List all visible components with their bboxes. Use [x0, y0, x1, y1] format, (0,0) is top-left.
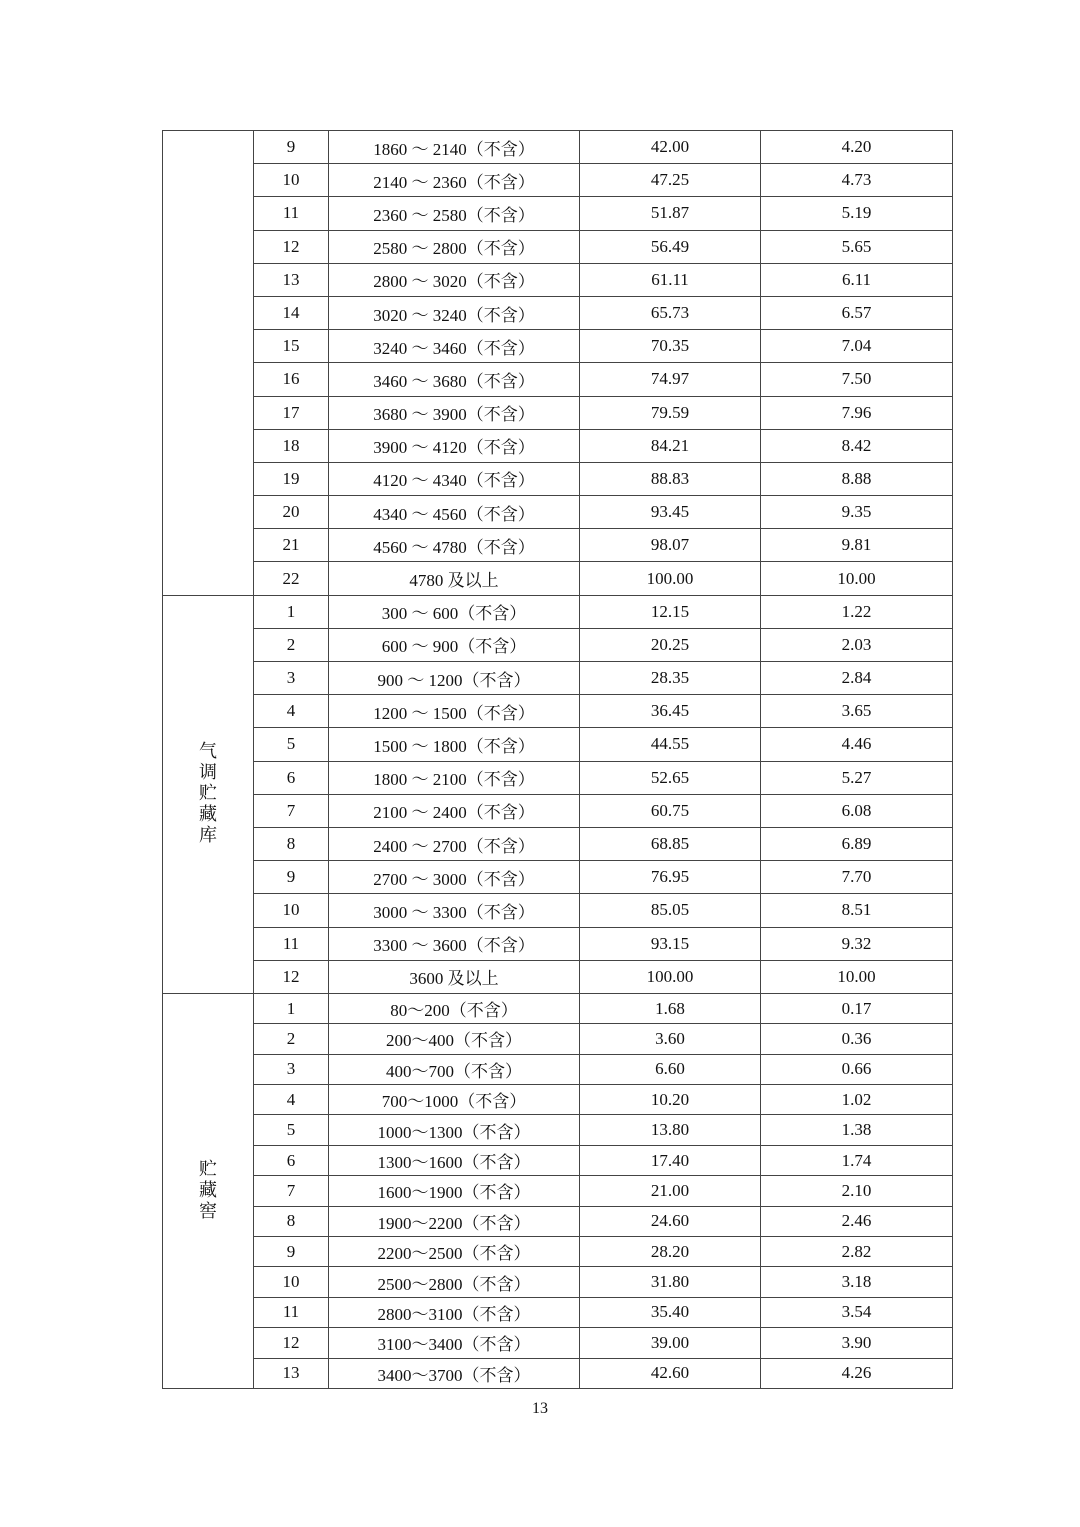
- category-cell: [163, 595, 254, 993]
- row-number-cell: 2: [254, 628, 329, 661]
- table-body: [163, 131, 953, 1389]
- subsidy-cell: 3.54: [761, 1297, 953, 1327]
- capacity-range-cell: 4560 ～ 4780（不含）: [329, 529, 580, 562]
- amount-cell: 24.60: [580, 1206, 761, 1236]
- capacity-range-cell: 2800～3100（不含）: [329, 1297, 580, 1327]
- table-row: [163, 628, 953, 661]
- table-row: [163, 1176, 953, 1206]
- row-number-cell: 13: [254, 1358, 329, 1388]
- row-number-cell: 4: [254, 1085, 329, 1115]
- row-number-cell: 11: [254, 197, 329, 230]
- row-number-cell: 22: [254, 562, 329, 595]
- row-number-cell: 17: [254, 396, 329, 429]
- subsidy-cell: 0.36: [761, 1024, 953, 1054]
- amount-cell: 31.80: [580, 1267, 761, 1297]
- row-number-cell: 10: [254, 164, 329, 197]
- capacity-range-cell: 4780 及以上: [329, 562, 580, 595]
- capacity-range-cell: 1600～1900（不含）: [329, 1176, 580, 1206]
- table-row: [163, 861, 953, 894]
- capacity-range-cell: 2400 ～ 2700（不含）: [329, 827, 580, 860]
- table-row: [163, 1145, 953, 1175]
- subsidy-cell: 6.57: [761, 296, 953, 329]
- row-number-cell: 9: [254, 861, 329, 894]
- amount-cell: 74.97: [580, 363, 761, 396]
- table-row: [163, 761, 953, 794]
- subsidy-cell: 5.65: [761, 230, 953, 263]
- amount-cell: 93.45: [580, 496, 761, 529]
- subsidy-cell: 0.17: [761, 993, 953, 1023]
- subsidy-cell: 4.46: [761, 728, 953, 761]
- capacity-range-cell: 80～200（不含）: [329, 993, 580, 1023]
- table-row: [163, 562, 953, 595]
- subsidy-cell: 1.22: [761, 595, 953, 628]
- table-row: [163, 695, 953, 728]
- table-row: [163, 529, 953, 562]
- amount-cell: 52.65: [580, 761, 761, 794]
- subsidy-cell: 10.00: [761, 562, 953, 595]
- subsidy-cell: 4.73: [761, 164, 953, 197]
- capacity-range-cell: 300 ～ 600（不含）: [329, 595, 580, 628]
- capacity-range-cell: 4340 ～ 4560（不含）: [329, 496, 580, 529]
- amount-cell: 42.60: [580, 1358, 761, 1388]
- row-number-cell: 12: [254, 960, 329, 993]
- subsidy-cell: 10.00: [761, 960, 953, 993]
- row-number-cell: 4: [254, 695, 329, 728]
- subsidy-cell: 7.70: [761, 861, 953, 894]
- capacity-range-cell: 3600 及以上: [329, 960, 580, 993]
- table-row: [163, 1237, 953, 1267]
- amount-cell: 98.07: [580, 529, 761, 562]
- table-row: [163, 1297, 953, 1327]
- subsidy-cell: 8.51: [761, 894, 953, 927]
- subsidy-cell: 4.26: [761, 1358, 953, 1388]
- subsidy-cell: 7.50: [761, 363, 953, 396]
- subsidy-cell: 3.18: [761, 1267, 953, 1297]
- subsidy-cell: 0.66: [761, 1054, 953, 1084]
- subsidy-cell: 1.02: [761, 1085, 953, 1115]
- subsidy-cell: 9.35: [761, 496, 953, 529]
- table-row: [163, 1358, 953, 1388]
- amount-cell: 20.25: [580, 628, 761, 661]
- category-label: 气调贮藏库: [199, 741, 217, 846]
- table-row: [163, 263, 953, 296]
- table-row: [163, 794, 953, 827]
- table-row: [163, 164, 953, 197]
- amount-cell: 61.11: [580, 263, 761, 296]
- capacity-range-cell: 1500 ～ 1800（不含）: [329, 728, 580, 761]
- capacity-range-cell: 3000 ～ 3300（不含）: [329, 894, 580, 927]
- capacity-range-cell: 3020 ～ 3240（不含）: [329, 296, 580, 329]
- amount-cell: 93.15: [580, 927, 761, 960]
- capacity-range-cell: 2580 ～ 2800（不含）: [329, 230, 580, 263]
- capacity-range-cell: 4120 ～ 4340（不含）: [329, 462, 580, 495]
- row-number-cell: 6: [254, 1145, 329, 1175]
- table-row: [163, 230, 953, 263]
- amount-cell: 1.68: [580, 993, 761, 1023]
- amount-cell: 28.20: [580, 1237, 761, 1267]
- category-cell: [163, 993, 254, 1388]
- amount-cell: 10.20: [580, 1085, 761, 1115]
- table-row: [163, 894, 953, 927]
- amount-cell: 3.60: [580, 1024, 761, 1054]
- table-row: [163, 330, 953, 363]
- subsidy-cell: 3.90: [761, 1328, 953, 1358]
- amount-cell: 44.55: [580, 728, 761, 761]
- capacity-range-cell: 1900～2200（不含）: [329, 1206, 580, 1236]
- amount-cell: 36.45: [580, 695, 761, 728]
- row-number-cell: 8: [254, 827, 329, 860]
- capacity-range-cell: 200～400（不含）: [329, 1024, 580, 1054]
- amount-cell: 6.60: [580, 1054, 761, 1084]
- table-row: [163, 1115, 953, 1145]
- subsidy-cell: 9.32: [761, 927, 953, 960]
- capacity-range-cell: 3460 ～ 3680（不含）: [329, 363, 580, 396]
- subsidy-cell: 2.03: [761, 628, 953, 661]
- subsidy-cell: 9.81: [761, 529, 953, 562]
- amount-cell: 60.75: [580, 794, 761, 827]
- row-number-cell: 21: [254, 529, 329, 562]
- row-number-cell: 19: [254, 462, 329, 495]
- capacity-range-cell: 3900 ～ 4120（不含）: [329, 429, 580, 462]
- row-number-cell: 3: [254, 662, 329, 695]
- capacity-range-cell: 600 ～ 900（不含）: [329, 628, 580, 661]
- amount-cell: 70.35: [580, 330, 761, 363]
- amount-cell: 17.40: [580, 1145, 761, 1175]
- subsidy-cell: 2.46: [761, 1206, 953, 1236]
- subsidy-cell: 7.04: [761, 330, 953, 363]
- capacity-range-cell: 2200～2500（不含）: [329, 1237, 580, 1267]
- row-number-cell: 12: [254, 230, 329, 263]
- subsidy-cell: 6.11: [761, 263, 953, 296]
- amount-cell: 79.59: [580, 396, 761, 429]
- amount-cell: 76.95: [580, 861, 761, 894]
- table-row: [163, 728, 953, 761]
- subsidy-cell: 6.89: [761, 827, 953, 860]
- table-row: [163, 197, 953, 230]
- table-row: [163, 1024, 953, 1054]
- capacity-range-cell: 1000～1300（不含）: [329, 1115, 580, 1145]
- table-row: [163, 496, 953, 529]
- amount-cell: 65.73: [580, 296, 761, 329]
- subsidy-cell: 6.08: [761, 794, 953, 827]
- capacity-range-cell: 1200 ～ 1500（不含）: [329, 695, 580, 728]
- amount-cell: 21.00: [580, 1176, 761, 1206]
- table-row: [163, 927, 953, 960]
- amount-cell: 42.00: [580, 131, 761, 164]
- row-number-cell: 5: [254, 1115, 329, 1145]
- subsidy-cell: 3.65: [761, 695, 953, 728]
- category-cell: [163, 131, 254, 596]
- amount-cell: 39.00: [580, 1328, 761, 1358]
- capacity-range-cell: 2100 ～ 2400（不含）: [329, 794, 580, 827]
- row-number-cell: 2: [254, 1024, 329, 1054]
- row-number-cell: 13: [254, 263, 329, 296]
- subsidy-cell: 2.84: [761, 662, 953, 695]
- capacity-range-cell: 900 ～ 1200（不含）: [329, 662, 580, 695]
- table-row: [163, 131, 953, 164]
- subsidy-cell: 4.20: [761, 131, 953, 164]
- table-row: [163, 1054, 953, 1084]
- table-row: [163, 1085, 953, 1115]
- page-number: 13: [532, 1400, 548, 1417]
- subsidy-cell: 8.42: [761, 429, 953, 462]
- subsidy-cell: 2.82: [761, 1237, 953, 1267]
- subsidy-cell: 5.27: [761, 761, 953, 794]
- subsidy-cell: 1.38: [761, 1115, 953, 1145]
- subsidy-cell: 8.88: [761, 462, 953, 495]
- table-row: [163, 396, 953, 429]
- row-number-cell: 9: [254, 1237, 329, 1267]
- table-row: [163, 960, 953, 993]
- row-number-cell: 7: [254, 794, 329, 827]
- capacity-range-cell: 2500～2800（不含）: [329, 1267, 580, 1297]
- capacity-range-cell: 3100～3400（不含）: [329, 1328, 580, 1358]
- amount-cell: 35.40: [580, 1297, 761, 1327]
- capacity-range-cell: 2140 ～ 2360（不含）: [329, 164, 580, 197]
- table-row: [163, 662, 953, 695]
- row-number-cell: 14: [254, 296, 329, 329]
- amount-cell: 51.87: [580, 197, 761, 230]
- capacity-range-cell: 700～1000（不含）: [329, 1085, 580, 1115]
- table-row: [163, 827, 953, 860]
- table-row: [163, 1206, 953, 1236]
- amount-cell: 100.00: [580, 562, 761, 595]
- amount-cell: 84.21: [580, 429, 761, 462]
- row-number-cell: 16: [254, 363, 329, 396]
- capacity-range-cell: 2360 ～ 2580（不含）: [329, 197, 580, 230]
- row-number-cell: 1: [254, 993, 329, 1023]
- amount-cell: 47.25: [580, 164, 761, 197]
- table-row: [163, 429, 953, 462]
- table-row: [163, 296, 953, 329]
- row-number-cell: 1: [254, 595, 329, 628]
- row-number-cell: 7: [254, 1176, 329, 1206]
- row-number-cell: 12: [254, 1328, 329, 1358]
- capacity-range-cell: 3300 ～ 3600（不含）: [329, 927, 580, 960]
- capacity-range-cell: 3680 ～ 3900（不含）: [329, 396, 580, 429]
- capacity-range-cell: 400～700（不含）: [329, 1054, 580, 1084]
- capacity-range-cell: 1800 ～ 2100（不含）: [329, 761, 580, 794]
- row-number-cell: 11: [254, 927, 329, 960]
- row-number-cell: 11: [254, 1297, 329, 1327]
- capacity-range-cell: 1300～1600（不含）: [329, 1145, 580, 1175]
- category-label: 贮藏窖: [199, 1158, 217, 1221]
- subsidy-table: [162, 130, 953, 1389]
- subsidy-cell: 5.19: [761, 197, 953, 230]
- table-row: [163, 1328, 953, 1358]
- amount-cell: 68.85: [580, 827, 761, 860]
- capacity-range-cell: 1860 ～ 2140（不含）: [329, 131, 580, 164]
- subsidy-cell: 7.96: [761, 396, 953, 429]
- table-row: [163, 363, 953, 396]
- amount-cell: 85.05: [580, 894, 761, 927]
- amount-cell: 56.49: [580, 230, 761, 263]
- amount-cell: 13.80: [580, 1115, 761, 1145]
- capacity-range-cell: 3400～3700（不含）: [329, 1358, 580, 1388]
- row-number-cell: 15: [254, 330, 329, 363]
- capacity-range-cell: 2800 ～ 3020（不含）: [329, 263, 580, 296]
- row-number-cell: 8: [254, 1206, 329, 1236]
- row-number-cell: 6: [254, 761, 329, 794]
- row-number-cell: 10: [254, 1267, 329, 1297]
- table-row: [163, 462, 953, 495]
- table-row: [163, 595, 953, 628]
- amount-cell: 28.35: [580, 662, 761, 695]
- row-number-cell: 3: [254, 1054, 329, 1084]
- subsidy-cell: 2.10: [761, 1176, 953, 1206]
- row-number-cell: 10: [254, 894, 329, 927]
- row-number-cell: 18: [254, 429, 329, 462]
- table-row: [163, 1267, 953, 1297]
- amount-cell: 88.83: [580, 462, 761, 495]
- row-number-cell: 20: [254, 496, 329, 529]
- capacity-range-cell: 3240 ～ 3460（不含）: [329, 330, 580, 363]
- table-row: [163, 993, 953, 1023]
- subsidy-cell: 1.74: [761, 1145, 953, 1175]
- row-number-cell: 9: [254, 131, 329, 164]
- amount-cell: 12.15: [580, 595, 761, 628]
- row-number-cell: 5: [254, 728, 329, 761]
- capacity-range-cell: 2700 ～ 3000（不含）: [329, 861, 580, 894]
- amount-cell: 100.00: [580, 960, 761, 993]
